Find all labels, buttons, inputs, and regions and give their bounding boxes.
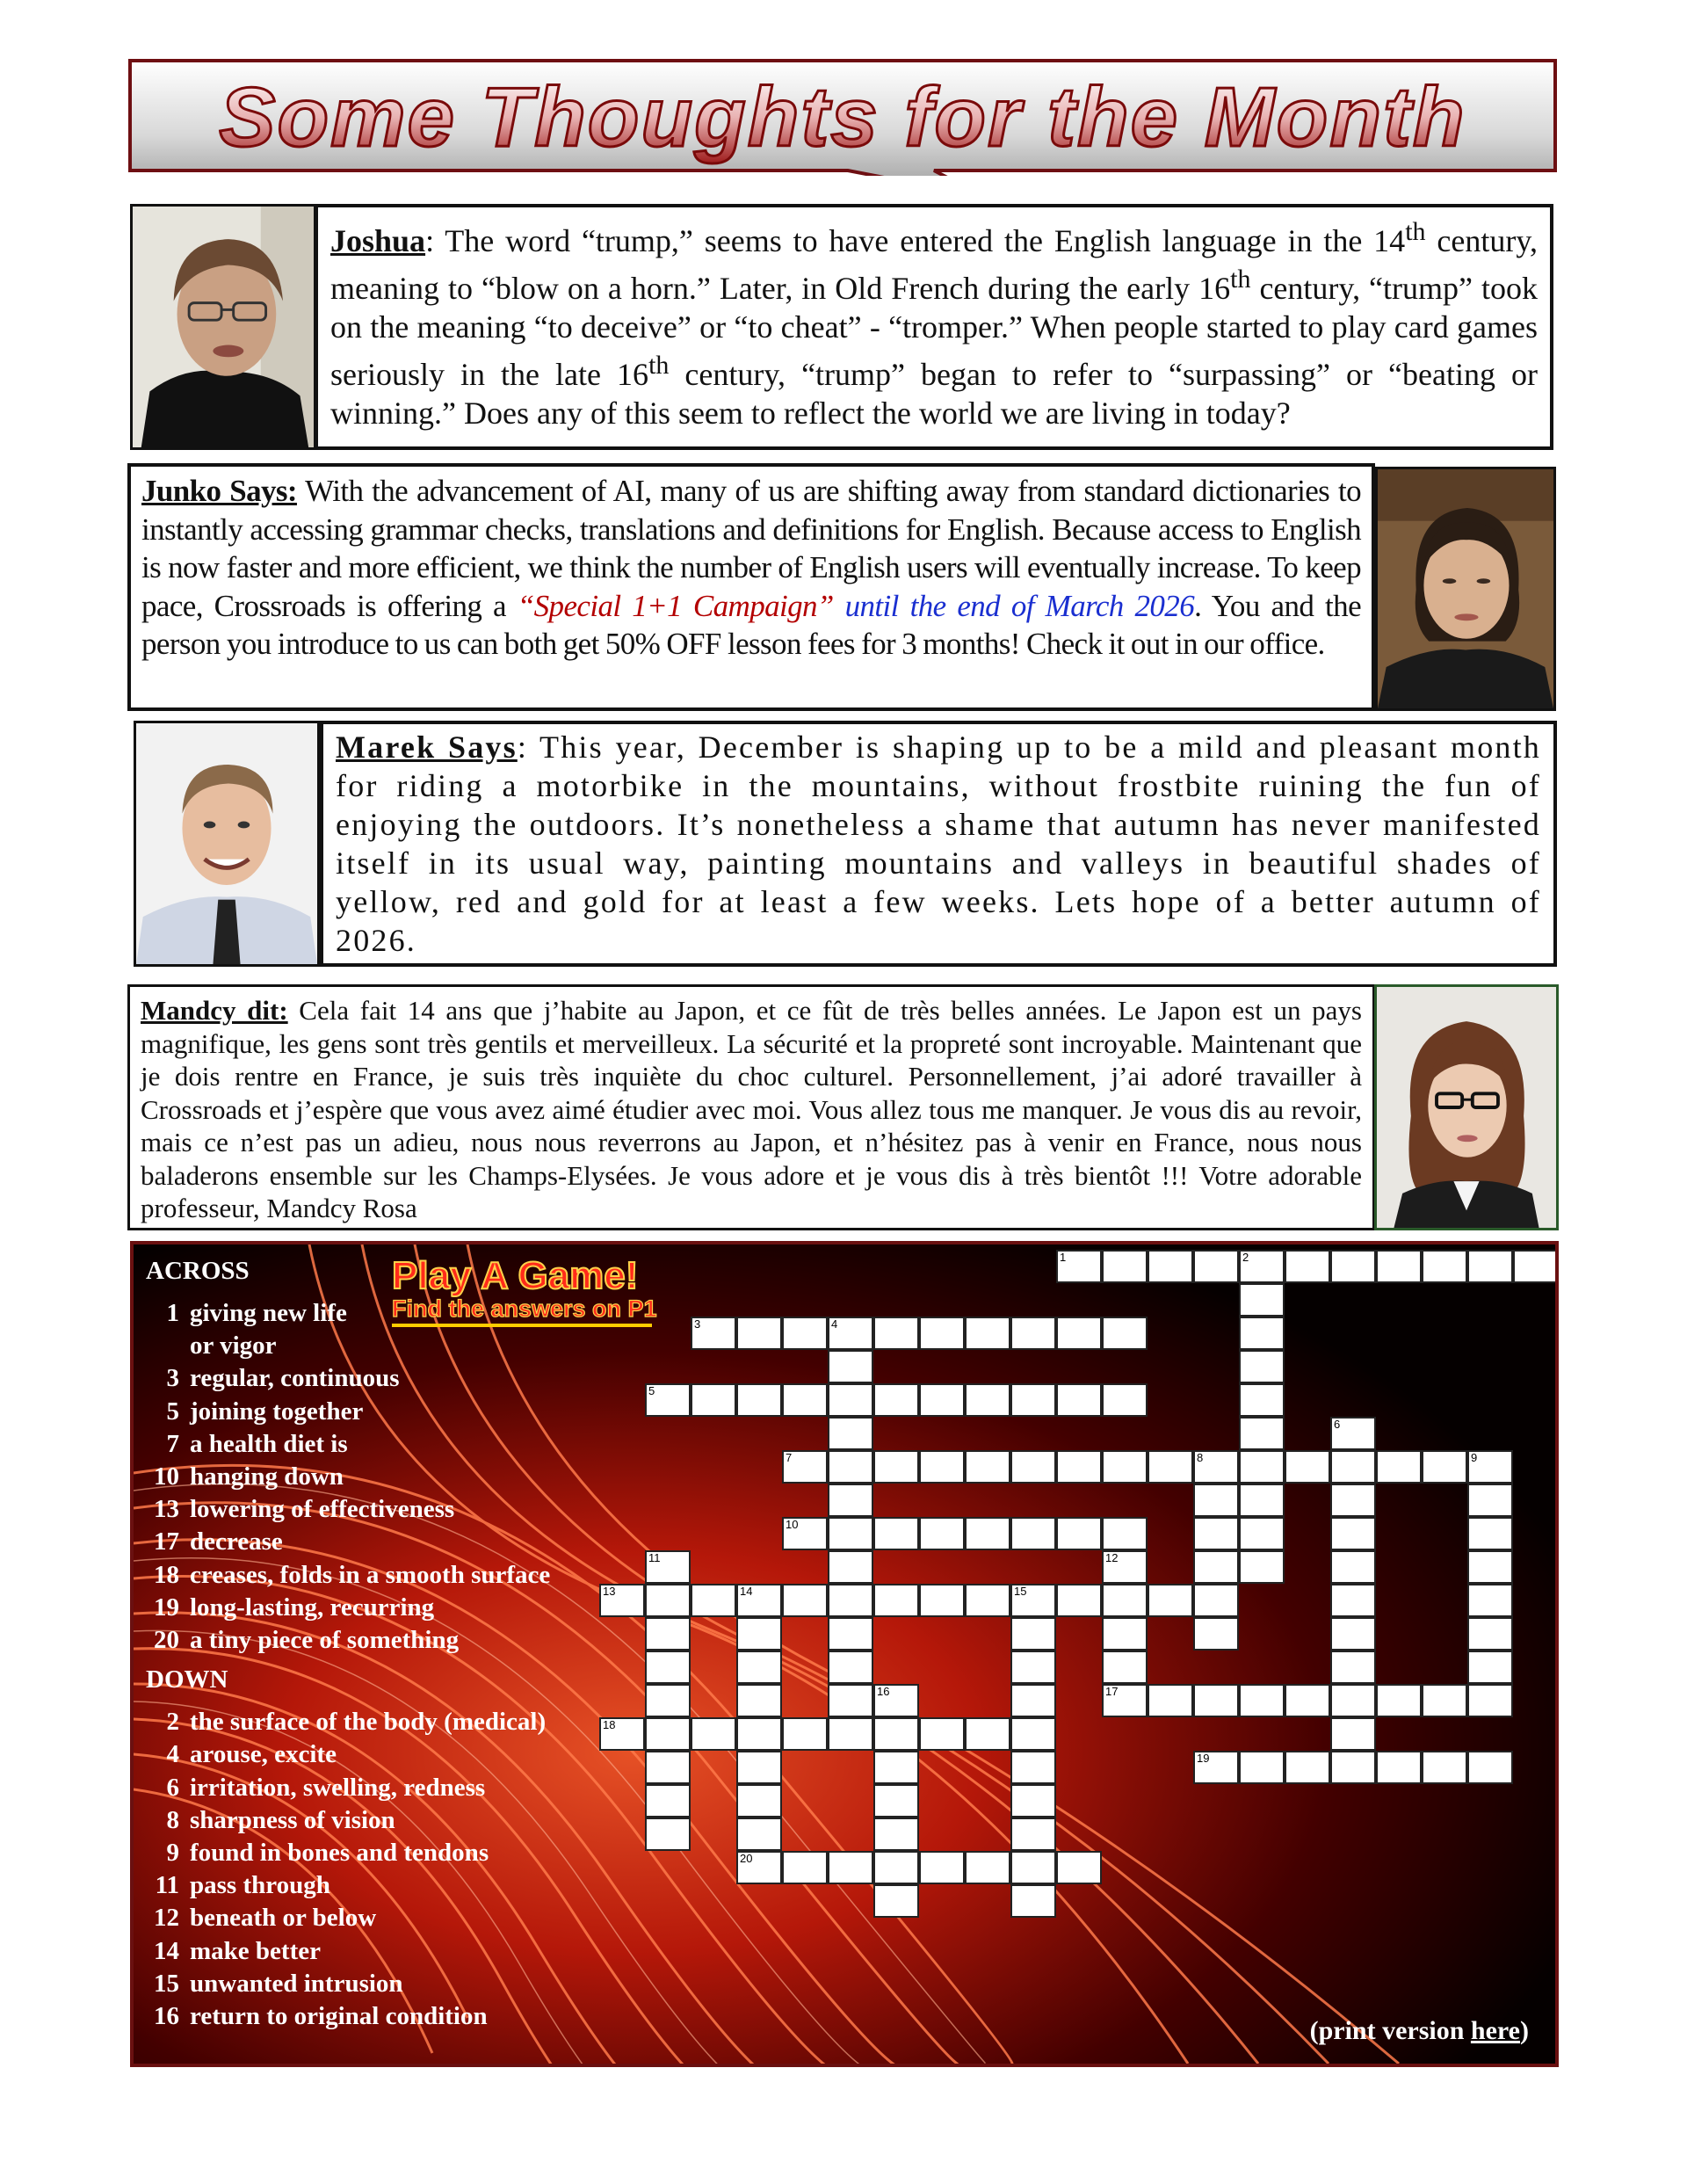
grid-cell[interactable]: [599, 1584, 645, 1617]
grid-cell[interactable]: [1376, 1684, 1422, 1717]
banner-title: Some Thoughts for the Month: [219, 70, 1466, 164]
grid-cell[interactable]: [828, 1684, 873, 1717]
grid-cell[interactable]: [828, 1383, 873, 1417]
across-clue: [146, 1397, 363, 1426]
grid-cell[interactable]: [1102, 1550, 1148, 1584]
cell-number: 20: [740, 1852, 753, 1865]
junko-name: Junko Says:: [141, 474, 297, 508]
grid-cell[interactable]: [1239, 1550, 1285, 1584]
grid-cell[interactable]: [1285, 1250, 1330, 1283]
clue-text: found in bones and tendons: [190, 1839, 489, 1867]
joshua-name: Joshua: [330, 223, 426, 258]
grid-cell[interactable]: [1010, 1784, 1056, 1818]
grid-cell[interactable]: [1330, 1250, 1376, 1283]
grid-cell[interactable]: [1102, 1651, 1148, 1684]
grid-cell[interactable]: [873, 1317, 919, 1350]
grid-cell[interactable]: [873, 1717, 919, 1751]
cell-number: 19: [1197, 1752, 1210, 1765]
grid-cell[interactable]: [1193, 1450, 1239, 1484]
clue-text: pass through: [190, 1871, 330, 1900]
grid-cell[interactable]: [1330, 1751, 1376, 1784]
banner: [127, 58, 1558, 176]
cell-number: 13: [603, 1585, 616, 1598]
clue-text: unwanted intrusion: [190, 1969, 403, 1998]
grid-cell[interactable]: [965, 1584, 1010, 1617]
cell-number: 10: [786, 1518, 799, 1531]
grid-cell[interactable]: [1239, 1250, 1285, 1283]
grid-cell[interactable]: [1010, 1584, 1056, 1617]
grid-cell[interactable]: [965, 1450, 1010, 1484]
grid-cell[interactable]: [1422, 1250, 1467, 1283]
grid-cell[interactable]: [1467, 1517, 1513, 1550]
grid-cell[interactable]: [1056, 1851, 1102, 1884]
down-clue: [146, 1937, 321, 1966]
grid-cell[interactable]: [919, 1317, 965, 1350]
grid-cell[interactable]: [1010, 1751, 1056, 1784]
across-clue: [146, 1626, 459, 1655]
grid-cell[interactable]: [645, 1784, 691, 1818]
grid-cell[interactable]: [1285, 1751, 1330, 1784]
clue-text: or vigor: [190, 1331, 277, 1360]
clue-text: creases, folds in a smooth surface: [190, 1560, 551, 1589]
clue-number: 9: [166, 1839, 179, 1867]
grid-cell[interactable]: [1330, 1450, 1376, 1484]
campaign-name: “Special 1+1 Campaign”: [517, 588, 834, 623]
grid-cell[interactable]: [1376, 1751, 1422, 1784]
grid-cell[interactable]: [1513, 1250, 1559, 1283]
grid-cell[interactable]: [965, 1851, 1010, 1884]
across-clue: [146, 1495, 454, 1524]
print-version-note: [1310, 2016, 1529, 2046]
grid-cell[interactable]: [828, 1417, 873, 1450]
grid-cell[interactable]: [1102, 1250, 1148, 1283]
grid-cell[interactable]: [691, 1317, 736, 1350]
clue-text: make better: [190, 1936, 321, 1965]
grid-cell[interactable]: [1193, 1484, 1239, 1517]
mandcy-photo: [1374, 984, 1559, 1230]
cell-number: 17: [1105, 1685, 1119, 1698]
grid-cell[interactable]: [1467, 1550, 1513, 1584]
print-note-close: ): [1520, 2016, 1529, 2045]
cell-number: 3: [694, 1317, 701, 1331]
grid-cell[interactable]: [873, 1383, 919, 1417]
grid-cell[interactable]: [1285, 1684, 1330, 1717]
cell-number: 4: [831, 1317, 838, 1331]
down-clue: [146, 1740, 337, 1769]
joshua-box: [315, 204, 1553, 450]
grid-cell[interactable]: [873, 1851, 919, 1884]
across-clue: [146, 1527, 283, 1556]
grid-cell[interactable]: [645, 1751, 691, 1784]
grid-cell[interactable]: [1193, 1517, 1239, 1550]
grid-cell[interactable]: [1102, 1317, 1148, 1350]
clue-number: 12: [154, 1904, 179, 1933]
clue-text: long-lasting, recurring: [190, 1593, 435, 1622]
grid-cell[interactable]: [1056, 1517, 1102, 1550]
joshua-photo: [130, 204, 316, 450]
marek-separator: :: [517, 729, 529, 765]
campaign-deadline: until the end of March 2026: [833, 588, 1195, 623]
grid-cell[interactable]: [1330, 1617, 1376, 1651]
grid-cell[interactable]: [736, 1818, 782, 1851]
clue-number: 15: [154, 1969, 179, 1998]
grid-cell[interactable]: [1467, 1684, 1513, 1717]
grid-cell[interactable]: [1148, 1250, 1193, 1283]
grid-cell[interactable]: [965, 1317, 1010, 1350]
clue-text: arouse, excite: [190, 1740, 337, 1769]
print-version-link[interactable]: here: [1470, 2016, 1520, 2045]
game-title: [388, 1252, 670, 1339]
crossword-panel: [130, 1241, 1559, 2067]
mandcy-box: [127, 984, 1375, 1230]
grid-cell[interactable]: [1285, 1450, 1330, 1484]
grid-cell[interactable]: [1330, 1717, 1376, 1751]
across-clue: [146, 1593, 434, 1622]
clue-number: 5: [166, 1397, 179, 1426]
down-clue: [146, 1839, 489, 1868]
banner-graphic: [127, 58, 1558, 176]
cell-number: 8: [1197, 1451, 1204, 1464]
grid-cell[interactable]: [782, 1383, 828, 1417]
grid-cell[interactable]: [736, 1584, 782, 1617]
grid-cell[interactable]: [919, 1517, 965, 1550]
grid-cell[interactable]: [919, 1851, 965, 1884]
clue-number: 4: [166, 1740, 179, 1769]
clue-text: the surface of the body (medical): [190, 1708, 547, 1737]
grid-cell[interactable]: [782, 1317, 828, 1350]
cell-number: 14: [740, 1585, 753, 1598]
grid-cell[interactable]: [1239, 1417, 1285, 1450]
grid-cell[interactable]: [1239, 1317, 1285, 1350]
marek-text: This year, December is shaping up to be a mild and pleasant month for riding a motorbike in the mountains, without frostbite ruining the fun of enjoying the outdoors. It’s nonetheless a shame that autumn has never manifested itself in its usual way, painting mountains and valleys in beautiful shades of yellow, red and gold for at least a few weeks. Lets hope of a better autumn of 2026.: [336, 729, 1541, 958]
grid-cell[interactable]: [1010, 1717, 1056, 1751]
junko-box: [127, 463, 1375, 711]
clue-number: 1: [166, 1299, 179, 1327]
grid-cell[interactable]: [1102, 1517, 1148, 1550]
grid-cell[interactable]: [1148, 1684, 1193, 1717]
clue-number: 8: [166, 1805, 179, 1834]
grid-cell[interactable]: [873, 1517, 919, 1550]
cell-number: 9: [1471, 1451, 1478, 1464]
grid-cell[interactable]: [1376, 1450, 1422, 1484]
grid-cell[interactable]: [828, 1350, 873, 1383]
clue-number: 17: [154, 1527, 179, 1556]
cell-number: 15: [1014, 1585, 1027, 1598]
grid-cell[interactable]: [1056, 1450, 1102, 1484]
grid-cell[interactable]: [1376, 1250, 1422, 1283]
mandcy-text: Cela fait 14 ans que j’habite au Japon, et ce fût de très belles années. Le Japon est un pays magnifique, les gens sont très gentils et merveilleux. La sécurité et la propreté sont incroyable. Maintenant que je dois rentre en France, je suis très inquiète du choc culturel. Personnellement, j’ai adoré travailler à Crossroads et j’espère que vous avez aimé étudier avec moi. Vous allez tous me manquer. Je vous dis au revoir, mais ce n’est pas un adieu, nous nous reverrons au Japon, et n’hésitez pas à venir en France, nous nous baladerons ensemble sur les Champs-Elysées. Je vous adore et je vous dis à très bientôt !!! Votre adorable professeur, Mandcy Rosa: [141, 995, 1363, 1223]
grid-cell[interactable]: [736, 1383, 782, 1417]
grid-cell[interactable]: [1102, 1450, 1148, 1484]
grid-cell[interactable]: [828, 1717, 873, 1751]
grid-cell[interactable]: [1193, 1751, 1239, 1784]
grid-cell[interactable]: [1056, 1250, 1102, 1283]
cell-number: 2: [1242, 1251, 1249, 1264]
cell-number: 7: [786, 1451, 793, 1464]
junko-text-after: . You and the person you introduce to us can both get 50% OFF lesson fees for 3 months! Check it out in our office.: [141, 588, 1362, 661]
mandcy-paragraph: [141, 994, 1362, 1225]
clue-text: a health diet is: [190, 1429, 348, 1458]
cell-number: 16: [877, 1685, 890, 1698]
grid-cell[interactable]: [1239, 1450, 1285, 1484]
grid-cell[interactable]: [1193, 1684, 1239, 1717]
grid-cell[interactable]: [736, 1784, 782, 1818]
grid-cell[interactable]: [645, 1383, 691, 1417]
grid-cell[interactable]: [691, 1717, 736, 1751]
grid-cell[interactable]: [873, 1450, 919, 1484]
grid-cell[interactable]: [645, 1550, 691, 1584]
grid-cell[interactable]: [1467, 1250, 1513, 1283]
grid-cell[interactable]: [1239, 1383, 1285, 1417]
joshua-separator: :: [425, 223, 435, 258]
grid-cell[interactable]: [1010, 1617, 1056, 1651]
marek-name: Marek Says: [336, 729, 518, 765]
grid-cell[interactable]: [1239, 1283, 1285, 1317]
grid-cell[interactable]: [691, 1383, 736, 1417]
clue-number: 13: [154, 1495, 179, 1524]
grid-cell[interactable]: [1056, 1383, 1102, 1417]
joshua-text: The word “trump,” seems to have entered the English language in the 14th century, meaning to “blow on a horn.” Later, in Old French during the early 16th century, “trump” took on the meaning “to deceive” or “to cheat” - “tromper.” When people started to play card games seriously in the late 16th century, “trump” began to refer to “surpassing” or “beating or winning.” Does any of this seem to reflect the world we are living in today?: [330, 217, 1539, 431]
across-clue: [146, 1299, 347, 1328]
clue-number: 11: [155, 1871, 179, 1900]
clue-number: 2: [166, 1708, 179, 1737]
grid-cell[interactable]: [1467, 1651, 1513, 1684]
down-clue: [146, 2002, 488, 2031]
grid-cell[interactable]: [919, 1584, 965, 1617]
grid-cell[interactable]: [736, 1851, 782, 1884]
grid-cell[interactable]: [828, 1584, 873, 1617]
clue-text: lowering of effectiveness: [190, 1495, 455, 1524]
across-heading: ACROSS: [146, 1257, 250, 1285]
grid-cell[interactable]: [828, 1617, 873, 1651]
grid-cell[interactable]: [645, 1818, 691, 1851]
grid-cell[interactable]: [1010, 1651, 1056, 1684]
grid-cell[interactable]: [828, 1651, 873, 1684]
cell-number: 12: [1105, 1551, 1119, 1564]
grid-cell[interactable]: [1010, 1517, 1056, 1550]
down-clue: [146, 1904, 376, 1933]
grid-cell[interactable]: [1330, 1417, 1376, 1450]
grid-cell[interactable]: [1467, 1751, 1513, 1784]
marek-photo: [134, 721, 320, 967]
grid-cell[interactable]: [736, 1751, 782, 1784]
grid-cell[interactable]: [645, 1717, 691, 1751]
grid-cell[interactable]: [599, 1717, 645, 1751]
grid-cell[interactable]: [828, 1517, 873, 1550]
grid-cell[interactable]: [1010, 1851, 1056, 1884]
game-title-text: Play A Game!: [392, 1254, 639, 1297]
grid-cell[interactable]: [1148, 1584, 1193, 1617]
grid-cell[interactable]: [691, 1584, 736, 1617]
grid-cell[interactable]: [965, 1517, 1010, 1550]
grid-cell[interactable]: [736, 1684, 782, 1717]
grid-cell[interactable]: [736, 1717, 782, 1751]
mandcy-name: Mandcy dit:: [141, 995, 288, 1026]
grid-cell[interactable]: [1056, 1317, 1102, 1350]
grid-cell[interactable]: [645, 1684, 691, 1717]
down-heading: DOWN: [146, 1665, 228, 1694]
clue-text: hanging down: [190, 1462, 344, 1491]
grid-cell[interactable]: [1467, 1484, 1513, 1517]
clue-text: beneath or below: [190, 1904, 377, 1933]
grid-cell[interactable]: [782, 1517, 828, 1550]
grid-cell[interactable]: [965, 1383, 1010, 1417]
grid-cell[interactable]: [1239, 1484, 1285, 1517]
grid-cell[interactable]: [828, 1550, 873, 1584]
grid-cell[interactable]: [1102, 1617, 1148, 1651]
clue-number: 7: [166, 1429, 179, 1458]
grid-cell[interactable]: [1467, 1617, 1513, 1651]
grid-cell[interactable]: [828, 1450, 873, 1484]
grid-cell[interactable]: [828, 1317, 873, 1350]
grid-cell[interactable]: [873, 1684, 919, 1717]
grid-cell[interactable]: [1148, 1450, 1193, 1484]
grid-cell[interactable]: [1010, 1818, 1056, 1851]
junko-paragraph: [141, 472, 1361, 664]
grid-cell[interactable]: [645, 1617, 691, 1651]
grid-cell[interactable]: [645, 1651, 691, 1684]
down-clue: [146, 1708, 546, 1737]
across-clue: [146, 1331, 277, 1360]
clue-text: irritation, swelling, redness: [190, 1773, 486, 1802]
across-clue: [146, 1462, 344, 1491]
grid-cell[interactable]: [919, 1717, 965, 1751]
game-subtitle-text: Find the answers on P1: [392, 1295, 657, 1322]
cell-number: 5: [648, 1384, 655, 1397]
grid-cell[interactable]: [1467, 1450, 1513, 1484]
grid-cell[interactable]: [1239, 1517, 1285, 1550]
grid-cell[interactable]: [1193, 1617, 1239, 1651]
print-note-text: (print version: [1309, 2016, 1471, 2045]
across-clue: [146, 1364, 400, 1393]
junko-photo: [1375, 467, 1556, 711]
marek-paragraph: [336, 728, 1541, 960]
grid-cell[interactable]: [736, 1651, 782, 1684]
grid-cell[interactable]: [873, 1784, 919, 1818]
grid-cell[interactable]: [1330, 1517, 1376, 1550]
marek-box: [320, 721, 1557, 967]
across-clue: [146, 1430, 348, 1459]
grid-cell[interactable]: [736, 1617, 782, 1651]
grid-cell[interactable]: [919, 1383, 965, 1417]
clue-text: decrease: [190, 1527, 283, 1556]
grid-cell[interactable]: [965, 1717, 1010, 1751]
down-clue: [146, 1774, 485, 1803]
clue-text: a tiny piece of something: [190, 1626, 460, 1654]
grid-cell[interactable]: [1330, 1651, 1376, 1684]
across-clue: [146, 1561, 550, 1590]
clue-number: 16: [154, 2002, 179, 2030]
grid-cell[interactable]: [1010, 1450, 1056, 1484]
grid-cell[interactable]: [1010, 1383, 1056, 1417]
clue-number: 19: [154, 1593, 179, 1622]
grid-cell[interactable]: [1330, 1484, 1376, 1517]
grid-cell[interactable]: [1102, 1584, 1148, 1617]
clue-text: return to original condition: [190, 2002, 488, 2030]
joshua-paragraph: [330, 213, 1538, 432]
grid-cell[interactable]: [1422, 1684, 1467, 1717]
clue-text: regular, continuous: [190, 1364, 400, 1393]
cell-number: 18: [603, 1718, 616, 1731]
clue-number: 3: [166, 1364, 179, 1393]
grid-cell[interactable]: [1010, 1684, 1056, 1717]
down-clue: [146, 1970, 403, 1999]
grid-cell[interactable]: [782, 1851, 828, 1884]
grid-cell[interactable]: [1330, 1550, 1376, 1584]
junko-text-before: With the advancement of AI, many of us are shifting away from standard dictionaries to instantly accessing grammar checks, translations and definitions for English. Because access to English is now faster and more efficient, we think the number of English users will eventually increase. To keep pace, Crossroads is offering a: [141, 474, 1361, 623]
down-clue: [146, 1871, 330, 1900]
clue-text: giving new life: [190, 1299, 347, 1327]
grid-cell[interactable]: [828, 1484, 873, 1517]
grid-cell[interactable]: [828, 1851, 873, 1884]
grid-cell[interactable]: [782, 1717, 828, 1751]
cell-number: 1: [1060, 1251, 1067, 1264]
grid-cell[interactable]: [1193, 1550, 1239, 1584]
cell-number: 11: [648, 1551, 661, 1564]
grid-cell[interactable]: [873, 1818, 919, 1851]
grid-cell[interactable]: [1193, 1250, 1239, 1283]
clue-number: 20: [154, 1626, 179, 1654]
clue-text: joining together: [190, 1397, 364, 1426]
grid-cell[interactable]: [1422, 1450, 1467, 1484]
grid-cell[interactable]: [1056, 1584, 1102, 1617]
grid-cell[interactable]: [1010, 1884, 1056, 1918]
grid-cell[interactable]: [1102, 1684, 1148, 1717]
grid-cell[interactable]: [873, 1884, 919, 1918]
grid-cell[interactable]: [1239, 1350, 1285, 1383]
down-clue: [146, 1806, 395, 1835]
grid-cell[interactable]: [1010, 1317, 1056, 1350]
grid-cell[interactable]: [1330, 1584, 1376, 1617]
grid-cell[interactable]: [782, 1450, 828, 1484]
clue-number: 6: [166, 1773, 179, 1802]
clue-number: 10: [154, 1462, 179, 1491]
grid-cell[interactable]: [919, 1450, 965, 1484]
grid-cell[interactable]: [1422, 1751, 1467, 1784]
clue-number: 14: [154, 1936, 179, 1965]
grid-cell[interactable]: [1467, 1584, 1513, 1617]
clue-text: sharpness of vision: [190, 1805, 395, 1834]
grid-cell[interactable]: [1102, 1383, 1148, 1417]
grid-cell[interactable]: [1193, 1584, 1239, 1617]
grid-cell[interactable]: [645, 1584, 691, 1617]
grid-cell[interactable]: [782, 1584, 828, 1617]
grid-cell[interactable]: [873, 1751, 919, 1784]
clue-number: 18: [154, 1560, 179, 1589]
grid-cell[interactable]: [1239, 1751, 1285, 1784]
grid-cell[interactable]: [736, 1317, 782, 1350]
grid-cell[interactable]: [873, 1584, 919, 1617]
grid-cell[interactable]: [1330, 1684, 1376, 1717]
grid-cell[interactable]: [1239, 1684, 1285, 1717]
cell-number: 6: [1334, 1418, 1341, 1431]
